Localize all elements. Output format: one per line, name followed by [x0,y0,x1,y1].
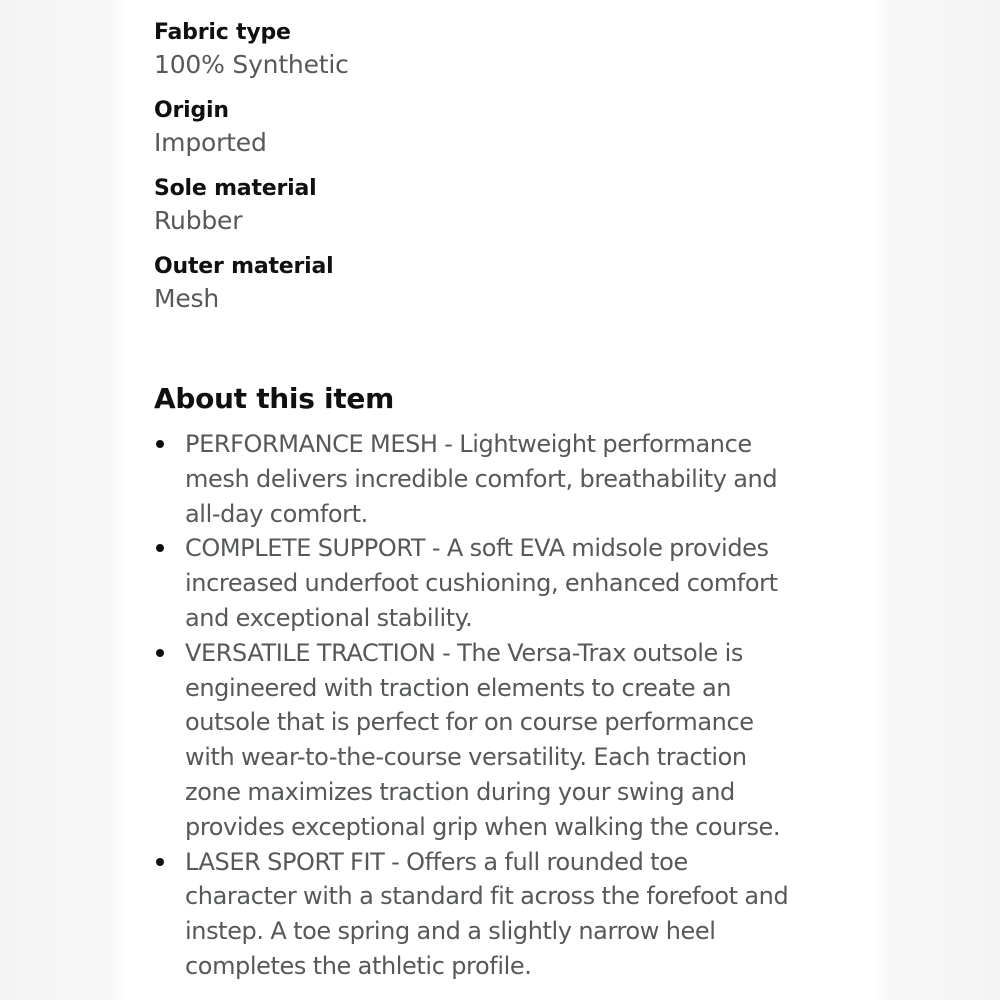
bullet-line: completes the athletic profile. [185,951,532,980]
detail-fabric-type [154,18,854,82]
detail-value: 100% Synthetic [154,50,349,79]
detail-value: Rubber [154,206,243,235]
about-bullet-versatile-traction [154,636,854,845]
detail-label: Sole material [154,176,317,201]
bullet-dot-icon [156,544,164,552]
detail-value: Imported [154,128,267,157]
detail-label: Fabric type [154,20,291,45]
about-bullet-list [154,427,854,984]
about-bullet-performance-mesh [154,427,854,531]
about-section-heading: About this item [154,382,394,415]
bullet-line: zone maximizes traction during your swing and [185,777,735,806]
product-details [154,18,854,330]
detail-origin [154,96,854,160]
bullet-line: increased underfoot cushioning, enhanced comfort [185,569,778,598]
bullet-line: and exceptional stability. [185,603,473,632]
detail-outer-material [154,252,854,316]
bullet-line: engineered with traction elements to create an [185,673,732,702]
bullet-dot-icon [156,440,164,448]
about-bullet-laser-sport-fit [154,845,854,984]
bullet-line: character with a standard fit across the forefoot and [185,882,789,911]
bullet-line: COMPLETE SUPPORT - A soft EVA midsole provides [185,534,769,563]
bullet-line: VERSATILE TRACTION - The Versa-Trax outsole is [185,638,743,667]
bullet-line: outsole that is perfect for on course performance [185,708,754,737]
detail-label: Origin [154,98,229,123]
bullet-line: all-day comfort. [185,499,368,528]
detail-value: Mesh [154,284,220,313]
detail-label: Outer material [154,254,334,279]
detail-sole-material [154,174,854,238]
bullet-dot-icon [156,649,164,657]
bullet-dot-icon [156,858,164,866]
bullet-line: instep. A toe spring and a slightly narrow heel [185,917,716,946]
bullet-line: provides exceptional grip when walking the course. [185,812,781,841]
bullet-line: mesh delivers incredible comfort, breathability and [185,464,778,493]
bullet-line: with wear-to-the-course versatility. Each traction [185,743,747,772]
about-bullet-complete-support [154,531,854,635]
bullet-line: PERFORMANCE MESH - Lightweight performance [185,430,752,458]
bullet-line: LASER SPORT FIT - Offers a full rounded toe [185,847,688,876]
